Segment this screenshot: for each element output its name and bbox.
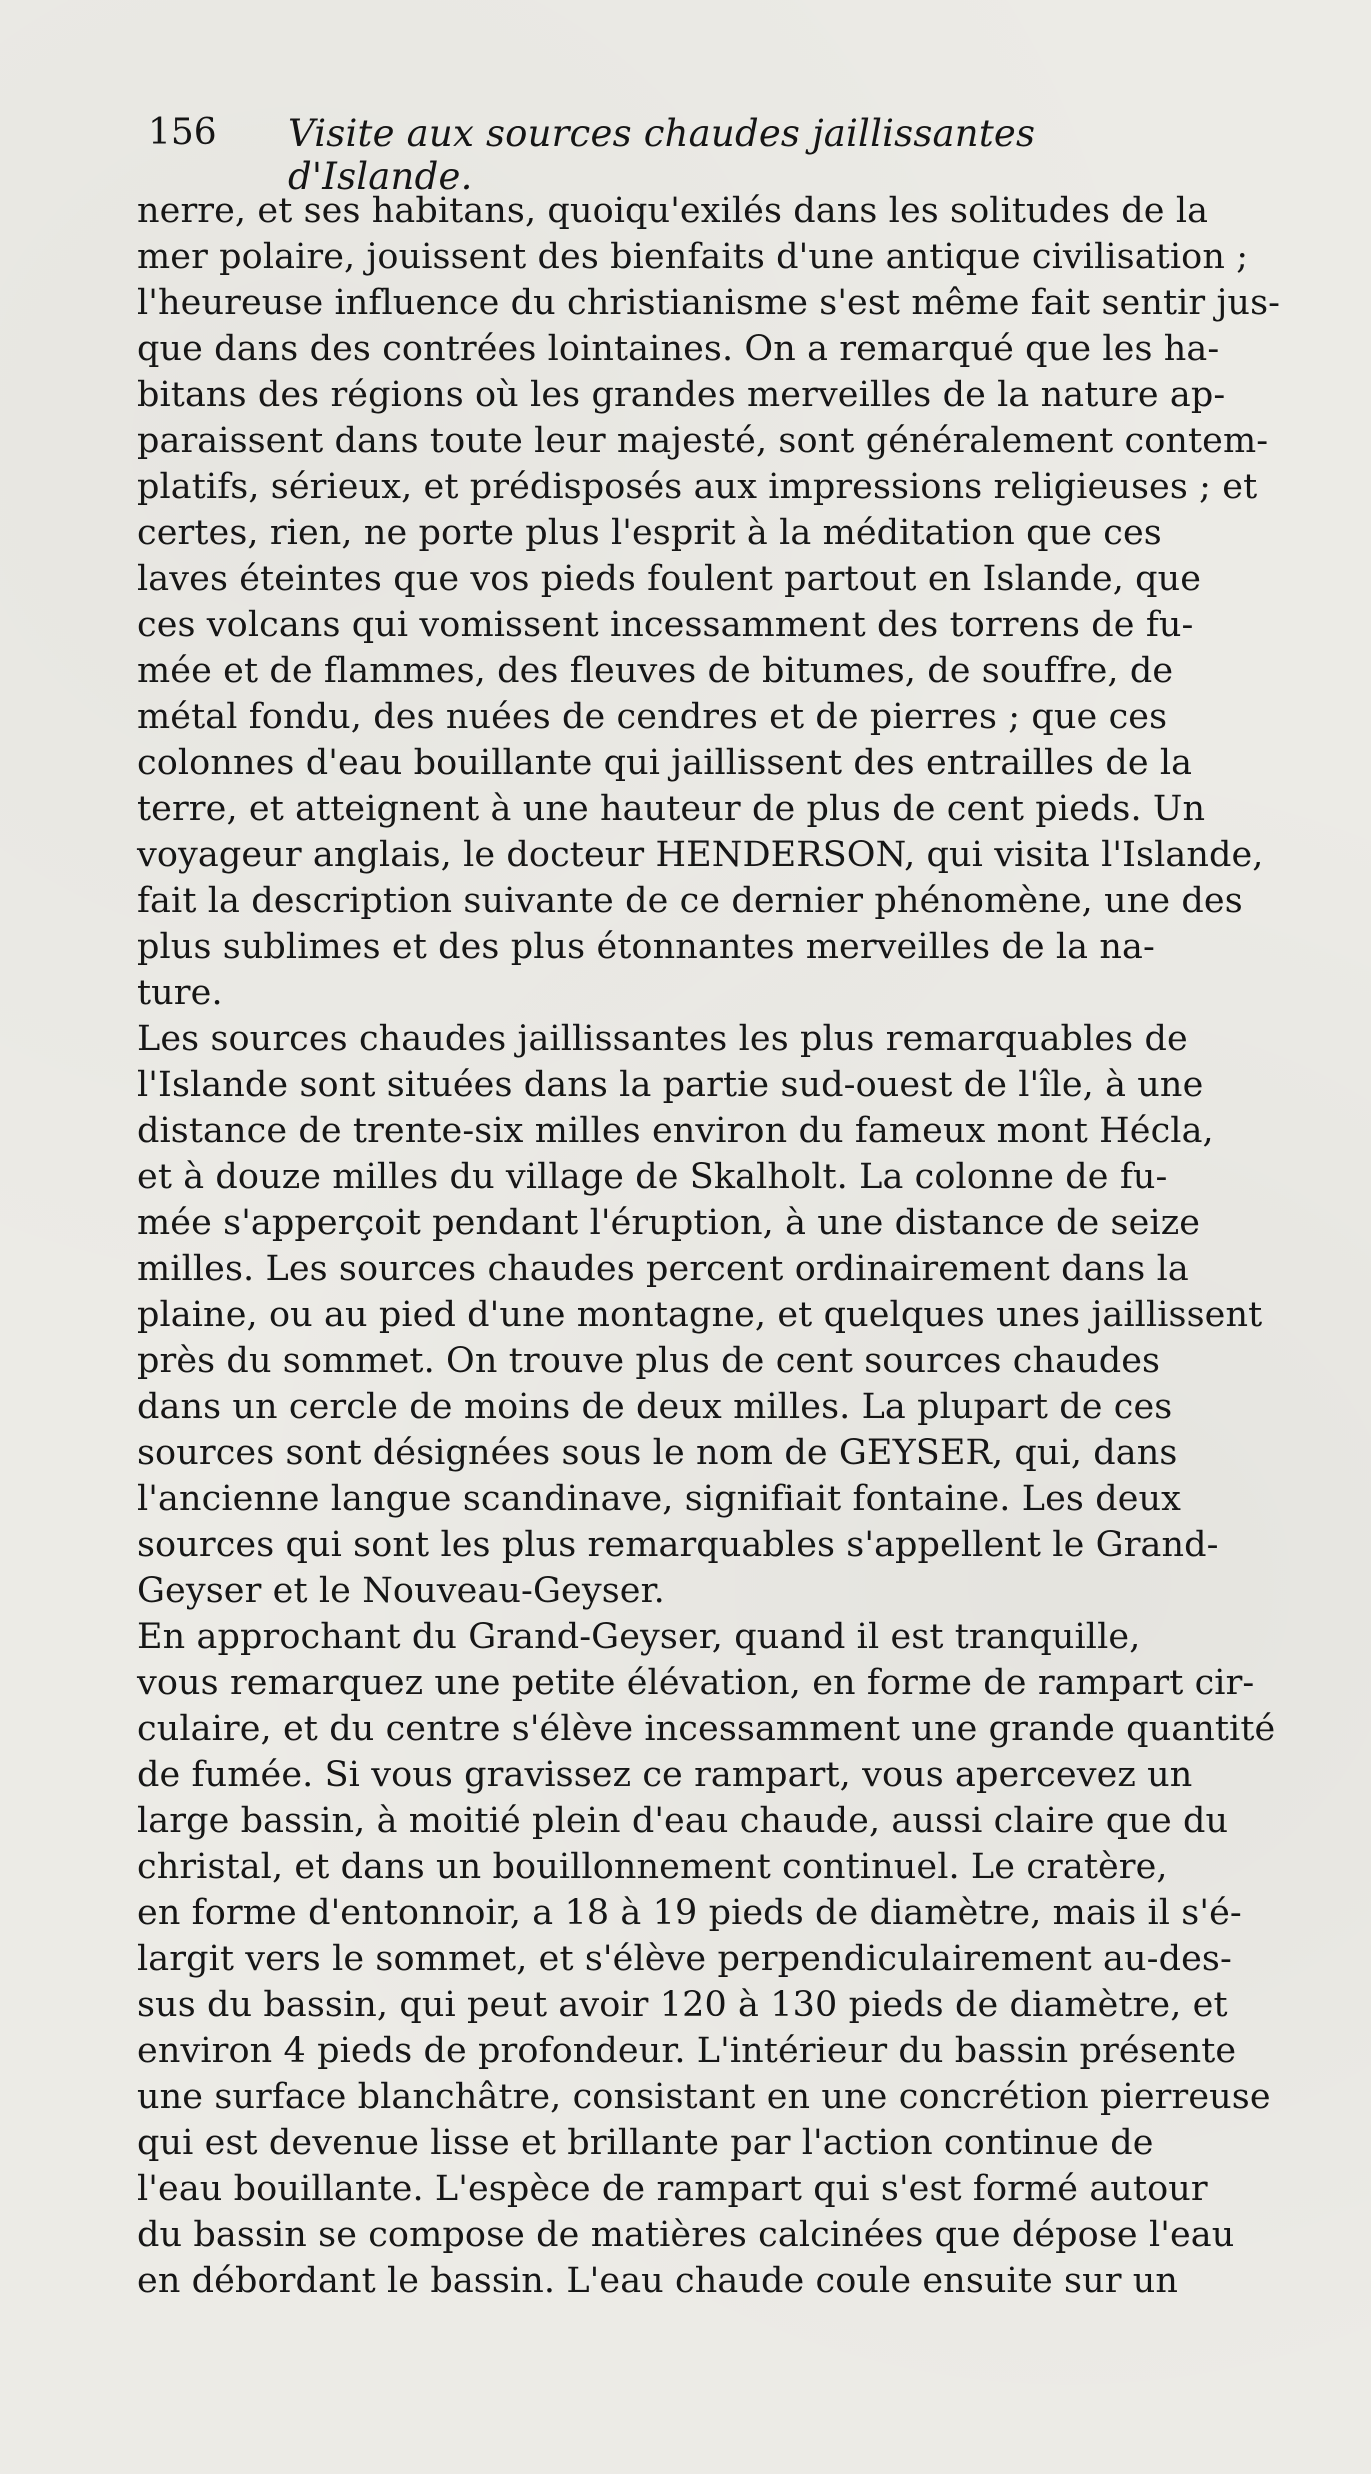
text-line: en débordant le bassin. L'eau chaude coule ensuite sur un (137, 2261, 1179, 2301)
text-line: christal, et dans un bouillonnement continuel. Le cratère, (137, 1847, 1168, 1887)
text-line: Geyser et le Nouveau-Geyser. (137, 1571, 665, 1611)
text-line: plus sublimes et des plus étonnantes merveilles de la na- (137, 927, 1155, 967)
text-line: terre, et atteignent à une hauteur de plus de cent pieds. Un (137, 789, 1206, 829)
text-line: En approchant du Grand-Geyser, quand il est tranquille, (137, 1617, 1141, 1657)
text-line: près du sommet. On trouve plus de cent sources chaudes (137, 1341, 1161, 1381)
text-line: sources qui sont les plus remarquables s'appellent le Grand- (137, 1525, 1219, 1565)
text-line: sus du bassin, qui peut avoir 120 à 130 pieds de diamètre, et (137, 1985, 1228, 2025)
text-line: colonnes d'eau bouillante qui jaillissent des entrailles de la (137, 743, 1193, 783)
text-line: une surface blanchâtre, consistant en une concrétion pierreuse (137, 2077, 1271, 2117)
text-line: large bassin, à moitié plein d'eau chaude, aussi claire que du (137, 1801, 1229, 1841)
text-line: certes, rien, ne porte plus l'esprit à la méditation que ces (137, 513, 1162, 553)
text-line: dans un cercle de moins de deux milles. La plupart de ces (137, 1387, 1173, 1427)
text-line: que dans des contrées lointaines. On a remarqué que les ha- (137, 329, 1220, 369)
page-header (148, 112, 1178, 198)
text-line: nerre, et ses habitans, quoiqu'exilés dans les solitudes de la (137, 191, 1209, 231)
text-line: mée s'apperçoit pendant l'éruption, à une distance de seize (137, 1203, 1201, 1243)
text-line: ture. (137, 973, 223, 1013)
text-line: l'ancienne langue scandinave, signifiait fontaine. Les deux (137, 1479, 1181, 1519)
text-line: vous remarquez une petite élévation, en forme de rampart cir- (137, 1663, 1255, 1703)
text-line: métal fondu, des nuées de cendres et de pierres ; que ces (137, 697, 1168, 737)
text-line: l'eau bouillante. L'espèce de rampart qui s'est formé autour (137, 2169, 1208, 2209)
body-text (137, 188, 1281, 2304)
text-line: bitans des régions où les grandes merveilles de la nature ap- (137, 375, 1226, 415)
text-line: environ 4 pieds de profondeur. L'intérieur du bassin présente (137, 2031, 1237, 2071)
text-line: milles. Les sources chaudes percent ordinairement dans la (137, 1249, 1189, 1289)
text-line: platifs, sérieux, et prédisposés aux impressions religieuses ; et (137, 467, 1258, 507)
text-line: du bassin se compose de matières calcinées que dépose l'eau (137, 2215, 1235, 2255)
text-line: ces volcans qui vomissent incessamment des torrens de fu- (137, 605, 1194, 645)
text-line: culaire, et du centre s'élève incessamment une grande quantité (137, 1709, 1276, 1749)
text-line: Les sources chaudes jaillissantes les plus remarquables de (137, 1019, 1188, 1059)
text-line: voyageur anglais, le docteur HENDERSON, qui visita l'Islande, (137, 835, 1264, 875)
text-line: qui est devenue lisse et brillante par l'action continue de (137, 2123, 1154, 2163)
page-number: 156 (148, 112, 217, 153)
text-line: sources sont désignées sous le nom de GEYSER, qui, dans (137, 1433, 1178, 1473)
text-line: largit vers le sommet, et s'élève perpendiculairement au-des- (137, 1939, 1232, 1979)
text-line: mée et de flammes, des fleuves de bitumes, de souffre, de (137, 651, 1174, 691)
text-line: distance de trente-six milles environ du fameux mont Hécla, (137, 1111, 1214, 1151)
text-line: de fumée. Si vous gravissez ce rampart, vous apercevez un (137, 1755, 1193, 1795)
running-title: Visite aux sources chaudes jaillissantes d'Islande. (288, 112, 1036, 198)
text-line: mer polaire, jouissent des bienfaits d'une antique civilisation ; (137, 237, 1249, 277)
text-line: plaine, ou au pied d'une montagne, et quelques unes jaillissent (137, 1295, 1263, 1335)
text-line: l'Islande sont situées dans la partie sud-ouest de l'île, à une (137, 1065, 1204, 1105)
text-line: l'heureuse influence du christianisme s'est même fait sentir jus- (137, 283, 1281, 323)
text-line: laves éteintes que vos pieds foulent partout en Islande, que (137, 559, 1202, 599)
text-line: et à douze milles du village de Skalholt. La colonne de fu- (137, 1157, 1168, 1197)
text-line: en forme d'entonnoir, a 18 à 19 pieds de diamètre, mais il s'é- (137, 1893, 1242, 1933)
text-line: fait la description suivante de ce dernier phénomène, une des (137, 881, 1243, 921)
text-line: paraissent dans toute leur majesté, sont généralement contem- (137, 421, 1269, 461)
